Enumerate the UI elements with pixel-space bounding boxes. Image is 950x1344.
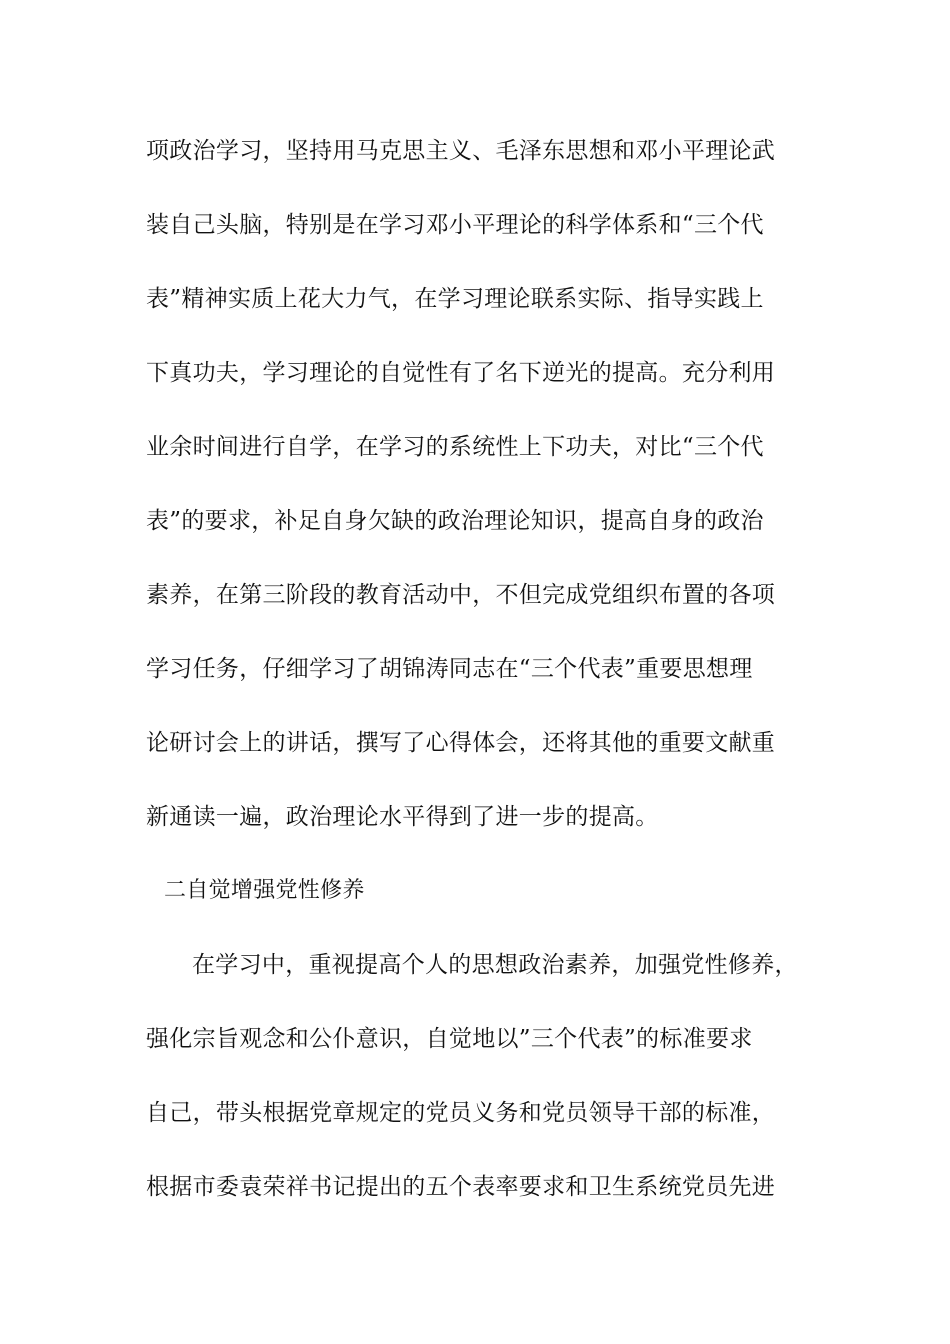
text-line: 项政治学习，坚持用马克思主义、毛泽东思想和邓小平理论武: [146, 138, 776, 164]
section-heading: 二自觉增强党性修养: [164, 878, 365, 903]
text-line: 业余时间进行自学，在学习的系统性上下功夫，对比“三个代: [146, 434, 764, 460]
text-line: 素养，在第三阶段的教育活动中，不但完成党组织布置的各项: [146, 582, 776, 608]
text-line: 下真功夫，学习理论的自觉性有了名下逆光的提高。充分利用: [146, 360, 776, 386]
text-line: 表”的要求，补足自身欠缺的政治理论知识，提高自身的政治: [146, 508, 764, 534]
text-line: 在学习中，重视提高个人的思想政治素养，加强党性修养，: [192, 952, 798, 978]
text-line: 论研讨会上的讲话，撰写了心得体会，还将其他的重要文献重: [146, 730, 776, 756]
body-text: [146, 131, 816, 1241]
text-line: 自己，带头根据党章规定的党员义务和党员领导干部的标准，: [146, 1100, 776, 1126]
text-line: 表”精神实质上花大力气，在学习理论联系实际、指导实践上: [146, 286, 764, 312]
text-line: 根据市委袁荣祥书记提出的五个表率要求和卫生系统党员先进: [146, 1174, 776, 1200]
text-line: 装自己头脑，特别是在学习邓小平理论的科学体系和“三个代: [146, 212, 764, 238]
text-line: 强化宗旨观念和公仆意识，自觉地以”三个代表”的标准要求: [146, 1026, 753, 1052]
text-line: 学习任务，仔细学习了胡锦涛同志在“三个代表”重要思想理: [146, 656, 753, 682]
text-line: 新通读一遍，政治理论水平得到了进一步的提高。: [146, 804, 659, 830]
